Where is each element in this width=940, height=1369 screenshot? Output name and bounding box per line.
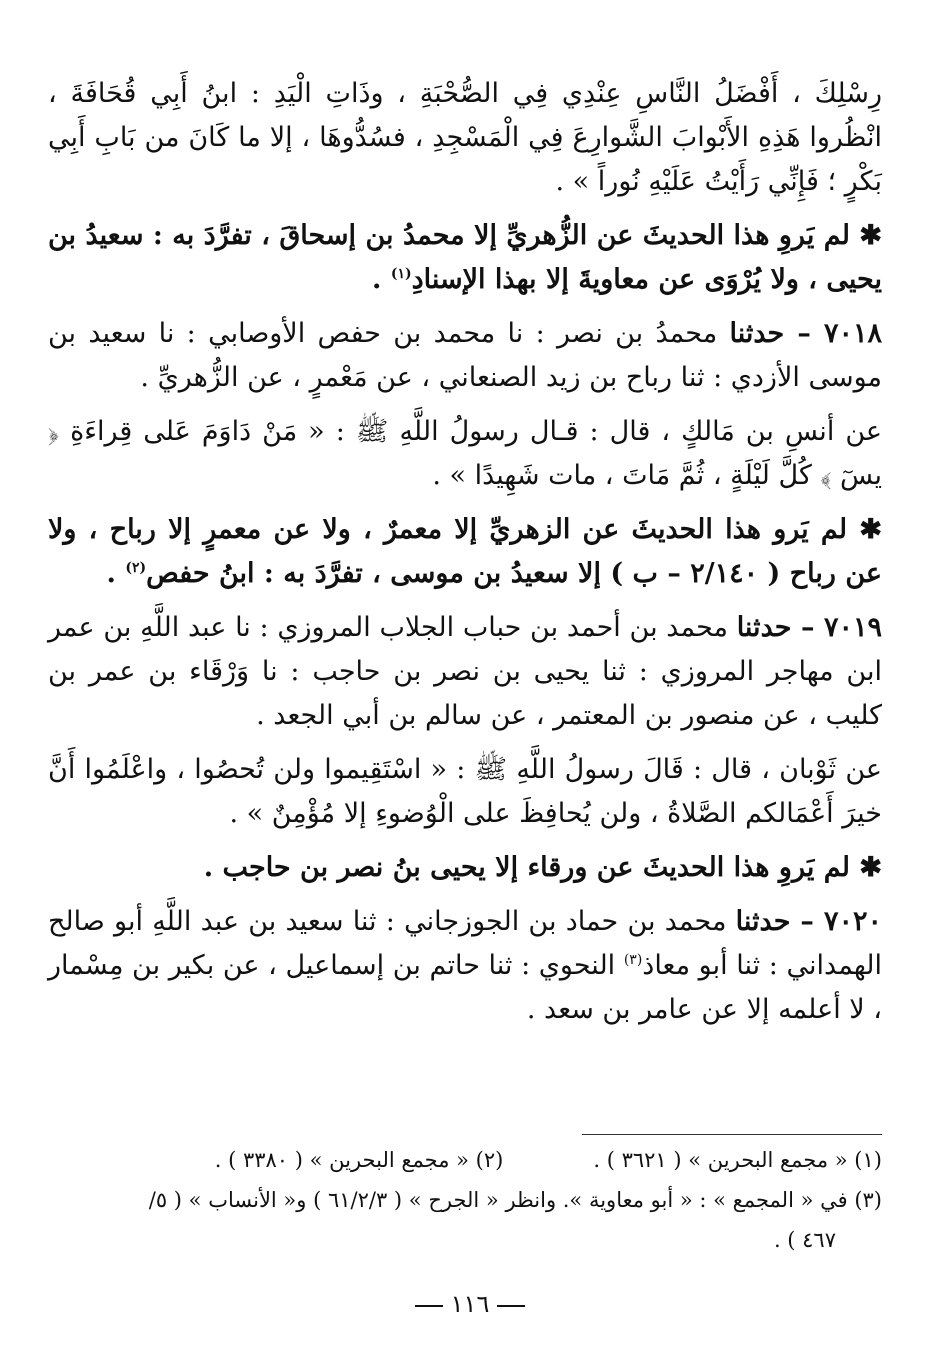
hadith-isnad-7018: [48, 312, 882, 400]
commentary-text: ✱ لم يَروِ هذا الحديثَ عن ورقاء إلا يحيى بنُ نصر بن حاجب .: [203, 852, 882, 883]
footnotes: [48, 1140, 882, 1260]
commentary-note: [48, 508, 882, 596]
commentary-text: ✱ لم يَرو هذا الحديثَ عن الزهريِّ إلا معمرٌ ، ولا عن معمرٍ إلا رباح ، ولا عن رباح ( ٢/١٤٠ – ب ) إلا سعيدُ بن موسى ، تفرَّدَ به : ابنُ حفص: [48, 514, 882, 589]
isnad-text: محمد بن أحمد بن حباب الجلاب المروزي : نا عبد اللَّهِ بن عمر ابن مهاجر المروزي : ثنا يحيى بن نصر بن حاجب : نا وَرْقَاء بن عمر بن كليب ، عن منصور بن المعتمر ، عن سالم بن أبي الجعد .: [48, 612, 882, 731]
footnote-1: (١) « مجمع البحرين » ( ٣٦٢١ ) .: [593, 1148, 882, 1172]
footnote-separator: [582, 1134, 882, 1135]
footnote-3: (٣) في « المجمع » : « أبو معاوية ». وانظر « الجرح » ( ٦١/٢/٣ ) و« الأنساب » ( ٥/: [148, 1188, 882, 1212]
page-number: [0, 1290, 940, 1318]
page-number-dash-left: [497, 1305, 525, 1307]
isnad-text-continued: النحوي : ثنا حاتم بن إسماعيل ، عن بكير بن مِسْمار ، لا أعلمه إلا عن عامر بن سعد .: [48, 950, 882, 1025]
commentary-note: [48, 846, 882, 890]
commentary-text: ✱ لم يَروِ هذا الحديثَ عن الزُّهريِّ إلا محمدُ بن إسحاقَ ، تفرَّدَ به : سعيدُ بن يحيى ، ولا يُرْوَى عن معاويةَ إلا بهذا الإسنادِ: [48, 220, 882, 295]
hadith-isnad-7020: [48, 900, 882, 1032]
hadith-matn-7018: [48, 410, 882, 498]
paragraph-text: رِسْلِكَ ، أَفْضَلُ النَّاسِ عِنْدِي فِي الصُّحْبَةِ ، وذَاتِ الْيَدِ : ابنُ أَبِي قُحَافَةَ ، انْظُروا هَذِهِ الأَبْوابَ الشَّوارِعَ فِي الْمَسْجِدِ ، فسُدُّوهَا ، إلا ما كَانَ من بَابِ أَبِي بَكْرٍ ؛ فَإِنِّي رَأَيْتُ عَلَيْهِ نُوراً » .: [48, 78, 882, 197]
end-mark: .: [372, 264, 382, 295]
footnote-ref: (١): [390, 266, 412, 282]
footnote-ref: (٣): [623, 952, 643, 968]
hadith-number-lead: ٧٠١٩ – حدثنا: [736, 612, 883, 643]
footnote-2: (٢) « مجمع البحرين » ( ٣٣٨٠ ) .: [214, 1148, 504, 1172]
matn-text: عن أنسِ بن مَالكٍ ، قال : قـال رسولُ اللَّهِ ﷺ : « مَنْ دَاوَمَ عَلى قِراءَةِ ﴿ يسٓ ﴾ كُلَّ لَيْلَةٍ ، ثُمَّ مَاتَ ، مات شَهِيدًا » .: [48, 416, 882, 491]
hadith-matn-7019: [48, 748, 882, 836]
footnote-row: [48, 1140, 882, 1180]
isnad-text: محمدُ بن نصر : نا محمد بن حفص الأوصابي : نا سعيد بن موسى الأزدي : ثنا رباح بن زيد الصنعاني ، عن مَعْمرٍ ، عن الزُّهريِّ .: [48, 318, 882, 393]
page-number-dash-right: [415, 1305, 443, 1307]
hadith-number-lead: ٧٠٢٠ – حدثنا: [735, 906, 882, 937]
commentary-note: [48, 214, 882, 302]
footnote-3-continued: ٤٦٧ ) .: [773, 1228, 836, 1252]
footnote-ref: (٢): [125, 560, 147, 576]
isnad-text: محمد بن حماد بن الجوزجاني : ثنا سعيد بن عبد اللَّهِ أبو صالح الهمداني : ثنا أبو معاذ: [48, 906, 882, 981]
page-number-value: ١١٦: [450, 1290, 490, 1318]
hadith-number-lead: ٧٠١٨ – حدثنا: [729, 318, 882, 349]
matn-text: عن ثَوْبان ، قال : قَالَ رسولُ اللَّهِ ﷺ : « اسْتَقِيموا ولن تُحصُوا ، واعْلَمُوا أَنَّ خيرَ أَعْمَالكم الصَّلاةُ ، ولن يُحافِظَ على الْوُضوءِ إلا مُؤْمِنٌ » .: [48, 754, 882, 829]
end-mark: .: [106, 558, 116, 589]
hadith-isnad-7019: [48, 606, 882, 738]
paragraph-hadith-continuation: [48, 72, 882, 204]
